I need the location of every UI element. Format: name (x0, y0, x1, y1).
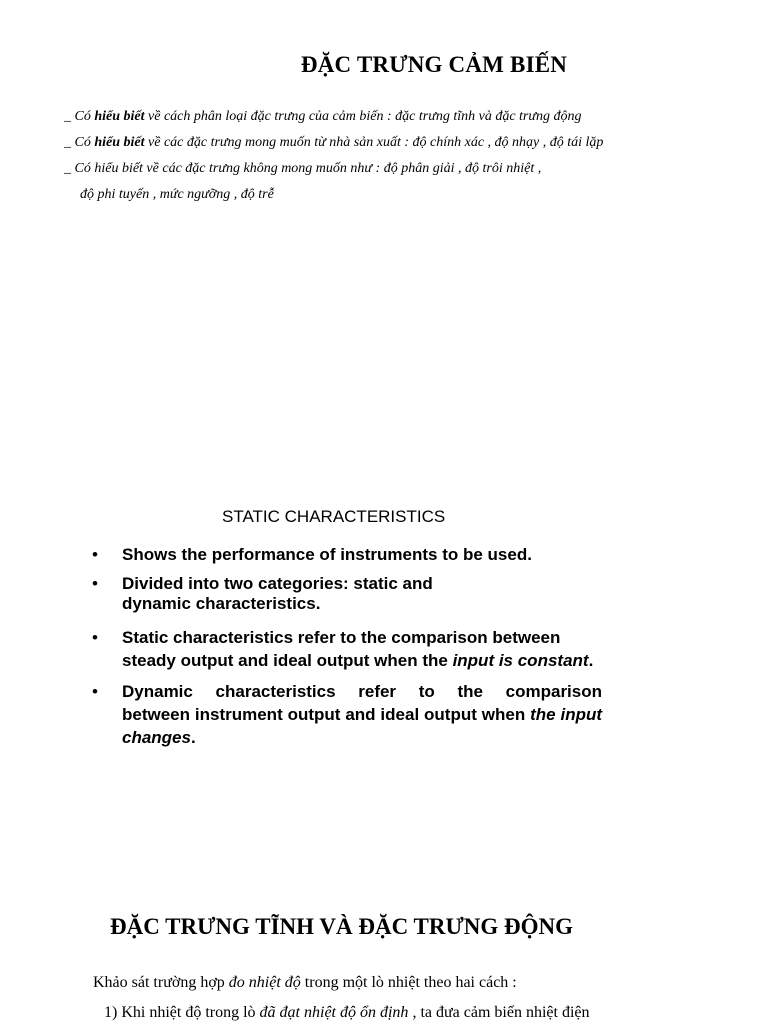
bullet-icon: • (92, 545, 98, 564)
objective-bold: hiểu biết (94, 135, 145, 150)
bullet-text-line-1: Divided into two categories: static and (122, 574, 433, 593)
objective-text: về các đặc trưng mong muốn từ nhà sản xuất : độ chính xác , độ nhạy , độ tái lặp (144, 135, 604, 150)
bullet-text: Shows the performance of instruments to be used. (122, 545, 532, 564)
numbered-item-1 (104, 1004, 590, 1022)
bullet-text-line-2: dynamic characteristics. (122, 594, 321, 613)
section-heading: ĐẶC TRƯNG TĨNH VÀ ĐẶC TRƯNG ĐỘNG (110, 914, 574, 939)
objective-prefix: _ Có (64, 135, 95, 150)
intro-emphasis: đo nhiệt độ (228, 974, 301, 991)
list-item (92, 680, 602, 749)
item-emphasis: đã đạt nhiệt độ ổn định (259, 1004, 409, 1021)
objective-line-1 (64, 108, 582, 126)
list-item (92, 543, 602, 566)
bullet-text: between instrument output and ideal output when (122, 705, 531, 724)
item-text-end: , ta đưa cảm biến nhiệt điện (408, 1004, 590, 1021)
objective-line-4: độ phi tuyến , mức ngưỡng , độ trễ (80, 187, 274, 202)
objective-text: về cách phân loại đặc trưng của cảm biến : đặc trưng tĩnh và đặc trưng động (144, 109, 582, 124)
bullet-text-line-1: Dynamic characteristics refer to the comparison (122, 682, 602, 701)
bullet-end: . (190, 728, 196, 747)
bullet-icon: • (92, 682, 98, 701)
intro-text-end: trong một lò nhiệt theo hai cách : (300, 974, 517, 991)
list-item (92, 626, 602, 672)
bullet-end: . (588, 651, 594, 670)
bullet-emphasis: the input changes (122, 705, 603, 747)
intro-paragraph (93, 974, 517, 992)
objective-line-2 (64, 134, 603, 152)
bullet-text: Static characteristics refer to the comparison between steady output and ideal output when the (122, 628, 561, 670)
list-item (92, 574, 602, 614)
item-text: 1) Khi nhiệt độ trong lò (104, 1004, 260, 1021)
static-characteristics-heading: STATIC CHARACTERISTICS (222, 507, 446, 526)
intro-text: Khảo sát trường hợp (93, 974, 229, 991)
page-title: ĐẶC TRƯNG CẢM BIẾN (300, 52, 568, 77)
static-characteristics-list (92, 543, 602, 757)
objective-line-3: _ Có hiểu biết về các đặc trưng không mong muốn như : độ phân giải , độ trôi nhiệt , (64, 161, 542, 176)
objective-bold: hiểu biết (94, 109, 145, 124)
bullet-icon: • (92, 628, 98, 647)
bullet-emphasis: input is constant (452, 651, 589, 670)
objective-prefix: _ Có (64, 109, 95, 124)
bullet-icon: • (92, 574, 98, 593)
